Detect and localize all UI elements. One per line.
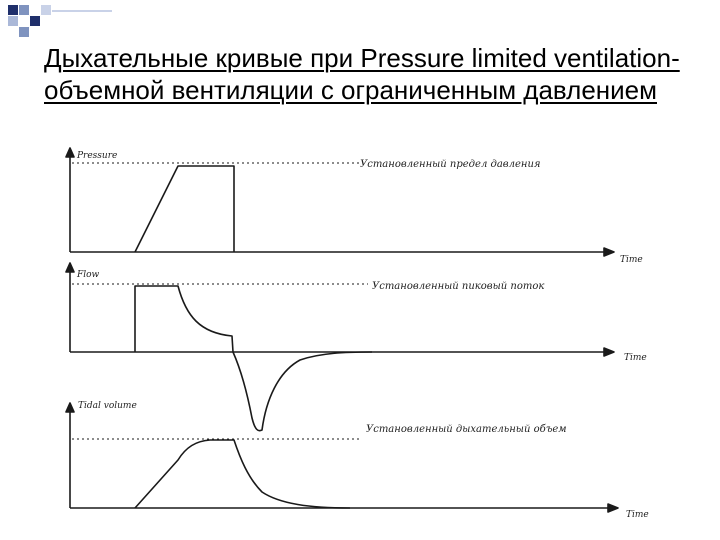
volume-target-annotation: Установленный дыхательный объем: [366, 424, 567, 435]
pressure-y-label: Pressure: [77, 151, 118, 161]
pressure-y-arrow: [66, 148, 74, 157]
volume-time-arrow: [608, 504, 618, 512]
flow-peak-annotation: Установленный пиковый поток: [372, 281, 545, 292]
pressure-panel: [66, 148, 643, 265]
slide-title: Дыхательные кривые при Pressure limited ventilation-объемной вентиляции с ограниченным давлением: [44, 43, 680, 105]
pressure-time-label: Time: [620, 255, 643, 265]
volume-y-label: Tidal volume: [78, 401, 137, 411]
tidal-volume-panel: [66, 401, 649, 520]
flow-y-label: Flow: [77, 270, 100, 280]
volume-time-label: Time: [626, 510, 649, 520]
flow-time-arrow: [604, 348, 614, 356]
volume-curve: [135, 440, 350, 508]
flow-curve: [135, 286, 372, 431]
flow-y-arrow: [66, 263, 74, 272]
pressure-time-arrow: [604, 248, 614, 256]
volume-y-arrow: [66, 403, 74, 412]
pressure-limit-annotation: Установленный предел давления: [360, 159, 541, 170]
pressure-curve: [135, 166, 234, 252]
flow-panel: [66, 263, 647, 431]
flow-time-label: Time: [624, 353, 647, 363]
